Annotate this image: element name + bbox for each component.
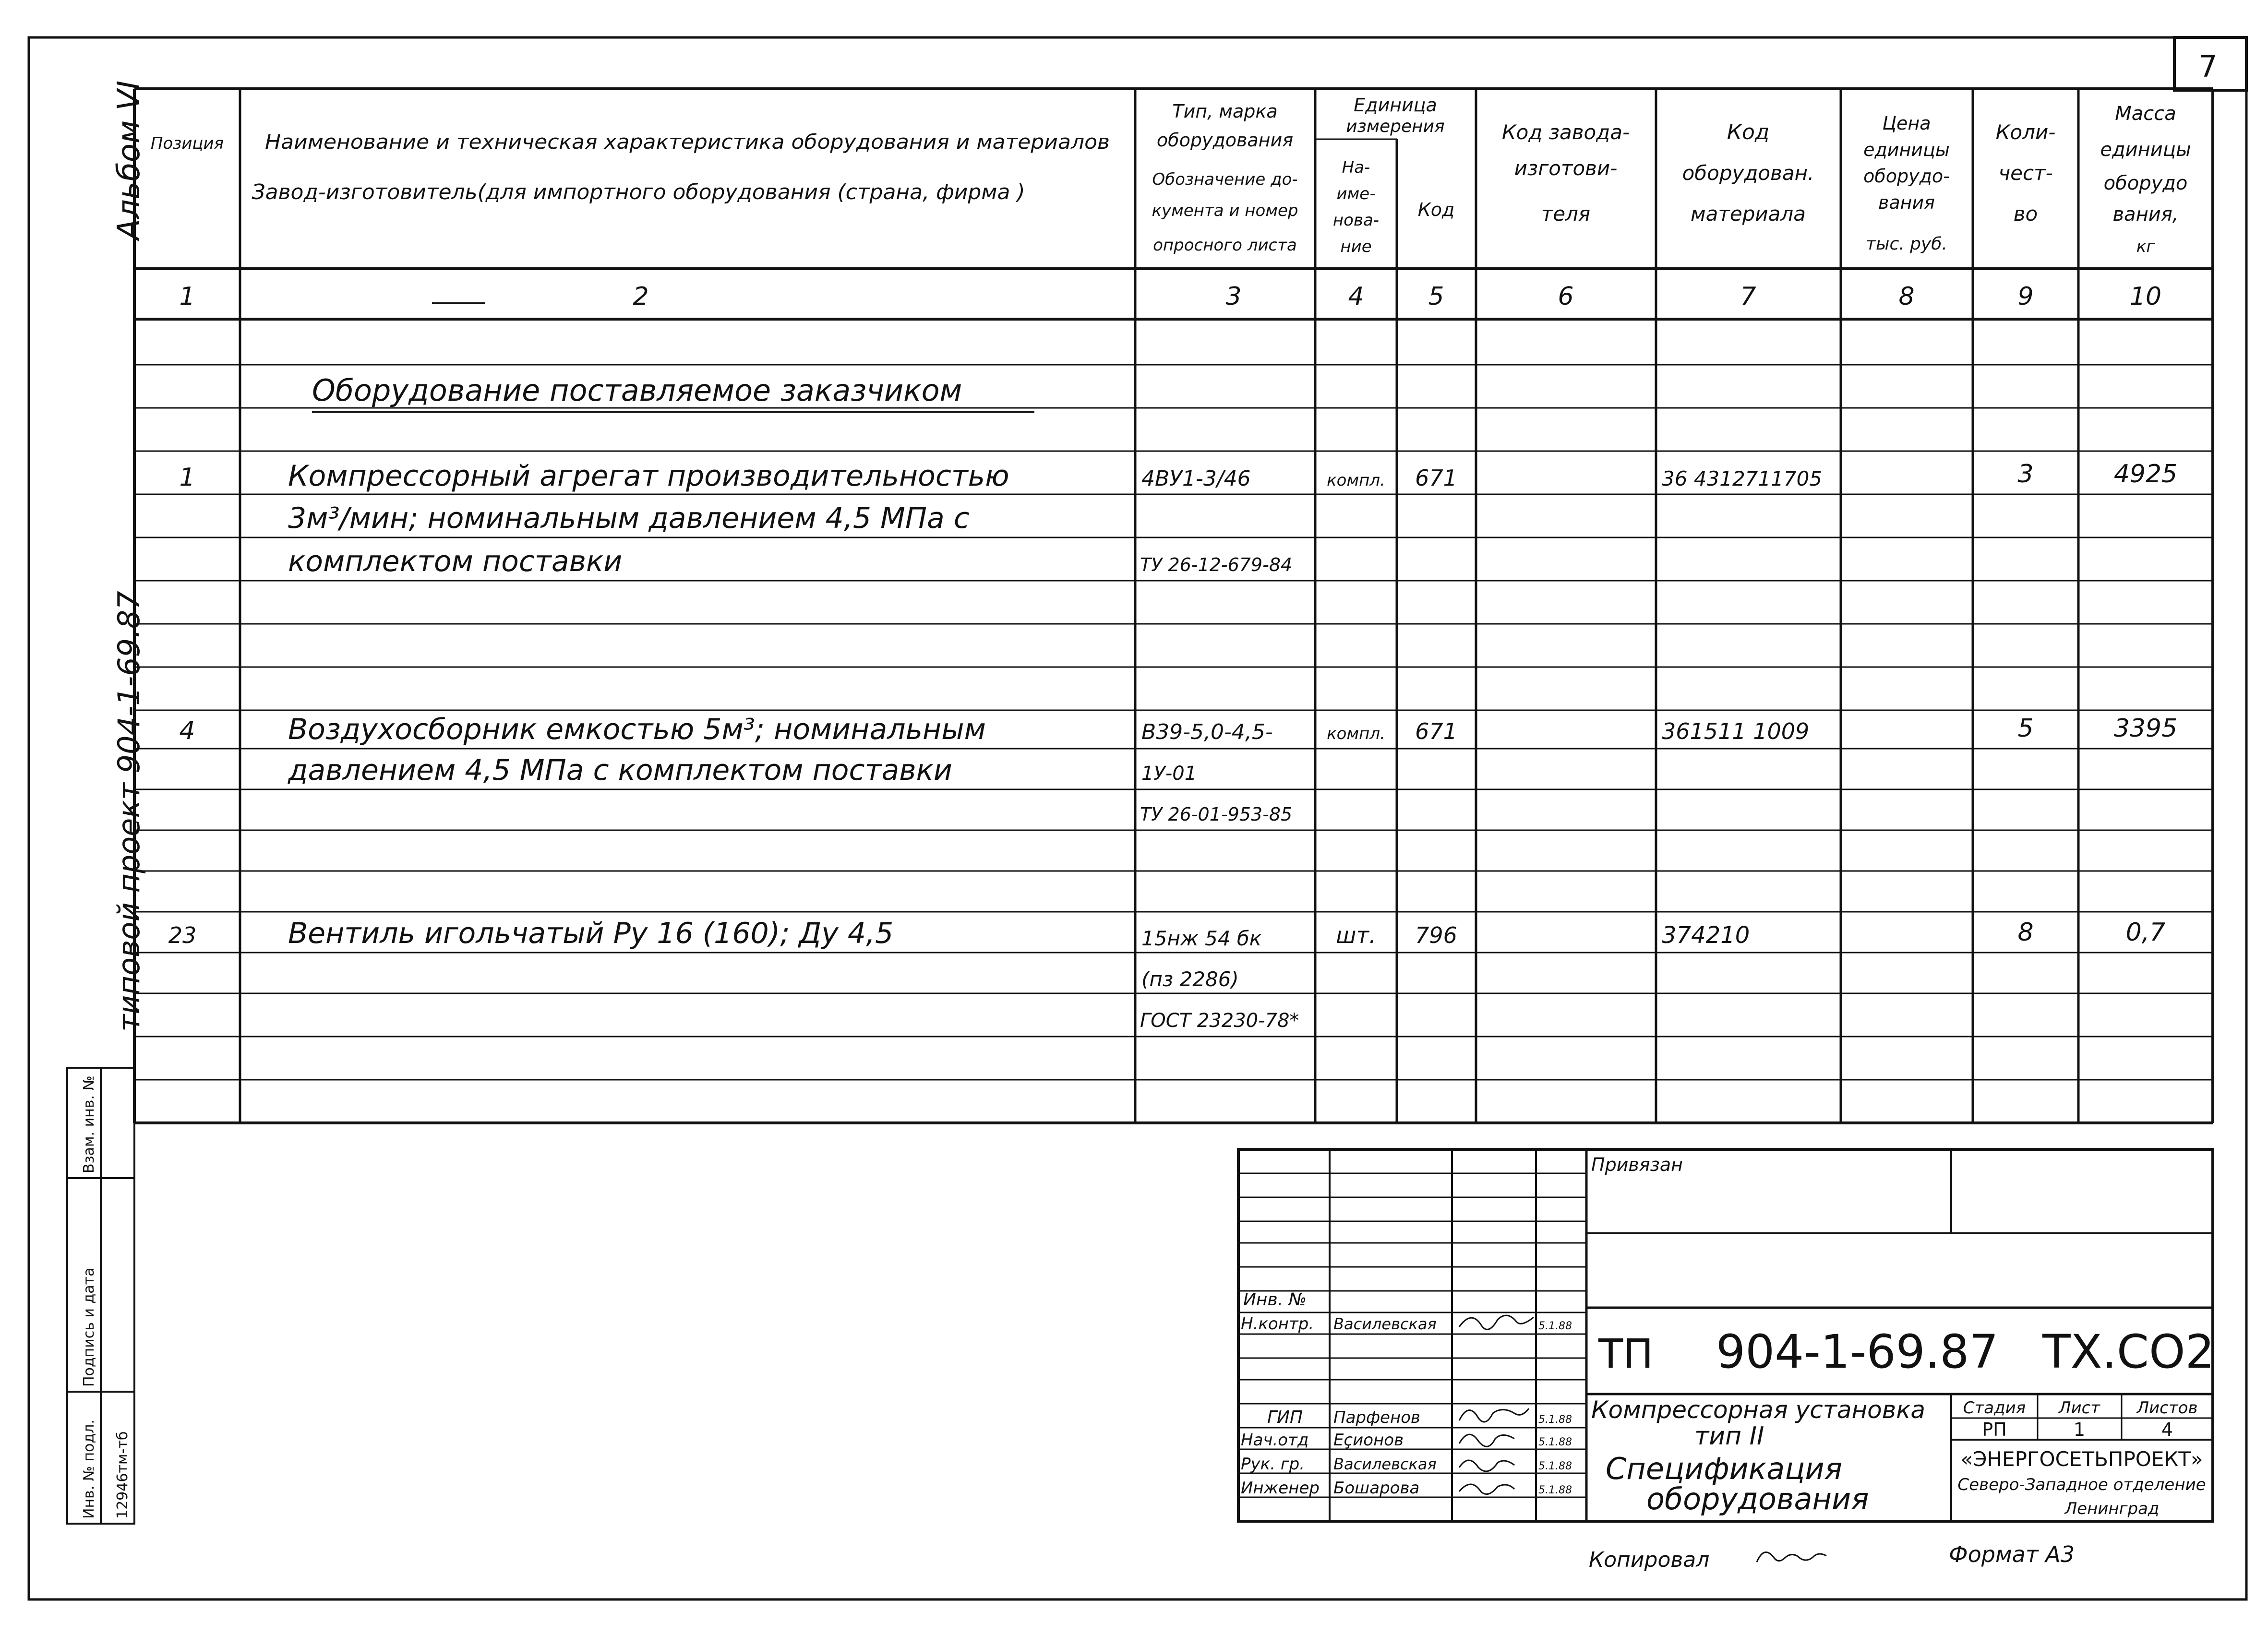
row-material-code: 361511 1009	[1662, 718, 1810, 744]
row-type-line: 4ВУ1-3/46	[1141, 466, 1251, 491]
row-mass: 4925	[2113, 460, 2178, 489]
row-type-line: 15нж 54 бк	[1141, 927, 1262, 950]
header-unit-name-l3: нова-	[1332, 211, 1380, 230]
column-number: 3	[1225, 282, 1242, 311]
header-factory-l1: Код завода-	[1501, 120, 1630, 144]
row-unit-code: 671	[1415, 718, 1457, 744]
table-row	[179, 459, 2177, 578]
header-unit-name-l2: име-	[1336, 184, 1376, 203]
header-mass-l5: кг	[2136, 237, 2155, 256]
header-material-l3: материала	[1690, 202, 1806, 226]
header-unit-name-l1: На-	[1342, 158, 1370, 177]
header-mass-l4: вания,	[2112, 203, 2179, 226]
row-unit-code: 796	[1415, 922, 1457, 948]
header-name-line1: Наименование и техническая характеристика оборудования и материалов	[265, 130, 1110, 154]
list-value: 1	[2073, 1419, 2086, 1440]
row-type-line: (пз 2286)	[1141, 967, 1239, 991]
row-type-line: В39-5,0-4,5-	[1141, 720, 1273, 744]
row-unit: компл.	[1327, 471, 1385, 490]
stamp-vzam-label: Взам. инв. №	[81, 1075, 97, 1173]
column-number-row	[179, 282, 2161, 311]
footer	[1589, 1541, 2075, 1572]
header-qty-l1: Коли-	[1995, 120, 2056, 144]
header-price-l2: единицы	[1863, 139, 1950, 160]
stamp-podpis-label: Подпись и дата	[81, 1267, 97, 1387]
row-material-code: 36 4312711705	[1662, 467, 1823, 490]
object-name-l1: Компрессорная установка	[1591, 1396, 1926, 1424]
name-label: Василевская	[1333, 1455, 1437, 1473]
role-label: ГИП	[1267, 1407, 1303, 1427]
row-name-line: Компрессорный агрегат производительностью	[288, 459, 1009, 493]
project-label: типовой проект 904-1-69.87	[111, 591, 146, 1032]
role-label: Инженер	[1241, 1479, 1320, 1498]
row-unit-code: 671	[1415, 465, 1457, 491]
role-label: Нач.отд	[1241, 1431, 1309, 1450]
row-type-line: ТУ 26-01-953-85	[1140, 804, 1293, 825]
inv-no-label: Инв. №	[1243, 1290, 1307, 1310]
privyazan-label: Привязан	[1591, 1154, 1683, 1175]
header-price-l1: Цена	[1882, 113, 1931, 134]
signature-mark	[1459, 1315, 1534, 1329]
header-price-l5: тыс. руб.	[1866, 234, 1947, 254]
name-label: Бошарова	[1333, 1479, 1420, 1498]
row-mass: 0,7	[2125, 918, 2166, 947]
format-label: Формат А3	[1949, 1541, 2075, 1567]
header-type-l3: Обозначение до-	[1152, 170, 1298, 189]
row-mass: 3395	[2113, 714, 2178, 743]
row-name-line: Вентиль игольчатый Ру 16 (160); Ду 4,5	[288, 917, 894, 950]
header-qty-l2: чест-	[1998, 161, 2053, 185]
row-type-line: 1У-01	[1141, 763, 1197, 785]
header-type-l5: опросного листа	[1153, 236, 1297, 255]
row-position: 23	[168, 922, 197, 948]
table-row	[168, 917, 2166, 1032]
doc-code-number: 904-1-69.87	[1716, 1325, 1999, 1379]
row-position: 4	[179, 716, 195, 745]
list-label: Лист	[2058, 1398, 2100, 1418]
row-qty: 3	[2017, 460, 2034, 489]
signature-date: 5.1.88	[1538, 1484, 1572, 1496]
row-type-line: ГОСТ 23230-78*	[1140, 1010, 1299, 1032]
table-row	[179, 713, 2177, 825]
name-label: Еҫионов	[1333, 1431, 1404, 1450]
copied-by-label: Копировал	[1589, 1548, 1710, 1572]
signature-mark	[1459, 1408, 1529, 1422]
column-number: 8	[1898, 282, 1915, 311]
listov-value: 4	[2161, 1419, 2173, 1440]
object-name-l2: тип II	[1694, 1422, 1764, 1451]
doc-code-tp: ТП	[1598, 1330, 1654, 1377]
margin-labels	[81, 81, 147, 1519]
header-type-l1: Тип, марка	[1172, 101, 1278, 122]
header-mass-l1: Масса	[2115, 103, 2176, 125]
name-label: Парфенов	[1333, 1408, 1421, 1427]
column-number: 4	[1348, 282, 1364, 311]
header-position: Позиция	[150, 134, 224, 153]
header-factory-l2: изготови-	[1514, 156, 1618, 180]
doc-code-suffix: ТХ.СО2	[2042, 1325, 2215, 1379]
column-number: 10	[2129, 282, 2162, 311]
signature-date: 5.1.88	[1538, 1460, 1572, 1472]
column-number: 1	[179, 282, 195, 311]
stamp-inv-label: Инв. № подл.	[81, 1419, 97, 1519]
role-label: Н.контр.	[1241, 1314, 1314, 1334]
organization-branch: Северо-Западное отделение	[1957, 1475, 2206, 1494]
row-name-line: 3м³/мин; номинальным давлением 4,5 МПа с	[288, 501, 970, 535]
column-number: 7	[1740, 282, 1756, 311]
header-price-l4: вания	[1878, 192, 1935, 213]
stamp-inv-value: 12946тм-тб	[114, 1431, 131, 1519]
row-name-line: комплектом поставки	[288, 545, 623, 578]
sheet-number: 7	[2198, 49, 2218, 84]
header-unit-l1: Единица	[1354, 95, 1437, 116]
header-mass-l3: оборудо	[2103, 172, 2188, 194]
header-mass-l2: единицы	[2100, 139, 2191, 161]
column-number: 5	[1428, 282, 1444, 311]
header-material-l1: Код	[1727, 120, 1770, 144]
organization-city: Ленинград	[2064, 1499, 2160, 1518]
header-unit-l2: измерения	[1346, 117, 1445, 136]
signature-date: 5.1.88	[1538, 1436, 1572, 1448]
header-type-l2: оборудования	[1156, 130, 1294, 151]
header-unit-name-l4: ние	[1340, 237, 1372, 256]
row-name-line: Воздухосборник емкостью 5м³; номинальным	[288, 713, 986, 746]
album-label: Альбом VI	[111, 80, 147, 240]
row-unit: компл.	[1327, 724, 1385, 743]
header-factory-l3: теля	[1541, 202, 1591, 226]
header-unit-code: Код	[1417, 199, 1455, 220]
signature-date: 5.1.88	[1538, 1414, 1572, 1426]
column-number: 6	[1558, 282, 1574, 311]
row-material-code: 374210	[1662, 922, 1750, 949]
header-name-line2: Завод-изготовитель(для импортного оборудования (страна, фирма )	[252, 180, 1025, 204]
header-type-l4: кумента и номер	[1152, 201, 1298, 220]
header-qty-l3: во	[2013, 202, 2038, 226]
signature-mark	[1459, 1484, 1514, 1494]
role-label: Рук. гр.	[1241, 1455, 1305, 1474]
row-qty: 8	[2017, 918, 2034, 947]
organization-name: «ЭНЕРГОСЕТЬПРОЕКТ»	[1960, 1447, 2203, 1471]
row-unit: шт.	[1336, 922, 1376, 948]
signature-date: 5.1.88	[1538, 1320, 1572, 1332]
title-block	[1241, 1154, 2215, 1518]
table-headers	[151, 95, 2191, 256]
column-number: 9	[2017, 282, 2034, 311]
signature-mark	[1459, 1460, 1514, 1471]
copier-signature	[1757, 1552, 1826, 1562]
object-name-l3: Спецификация	[1606, 1451, 1843, 1486]
row-name-line: давлением 4,5 МПа с комплектом поставки	[288, 753, 952, 787]
stadia-value: РП	[1982, 1419, 2007, 1440]
name-label: Василевская	[1333, 1315, 1437, 1333]
stadia-label: Стадия	[1963, 1398, 2026, 1418]
row-position: 1	[179, 463, 195, 492]
row-qty: 5	[2017, 714, 2034, 743]
header-price-l3: оборудо-	[1863, 166, 1950, 187]
listov-label: Листов	[2136, 1398, 2198, 1418]
column-number: 2	[633, 282, 649, 311]
header-material-l2: оборудован.	[1682, 161, 1814, 185]
signature-mark	[1459, 1434, 1514, 1446]
object-name-l4: оборудования	[1646, 1481, 1869, 1516]
row-type-line: ТУ 26-12-679-84	[1140, 554, 1293, 575]
section-title: Оборудование поставляемое заказчиком	[312, 373, 962, 408]
